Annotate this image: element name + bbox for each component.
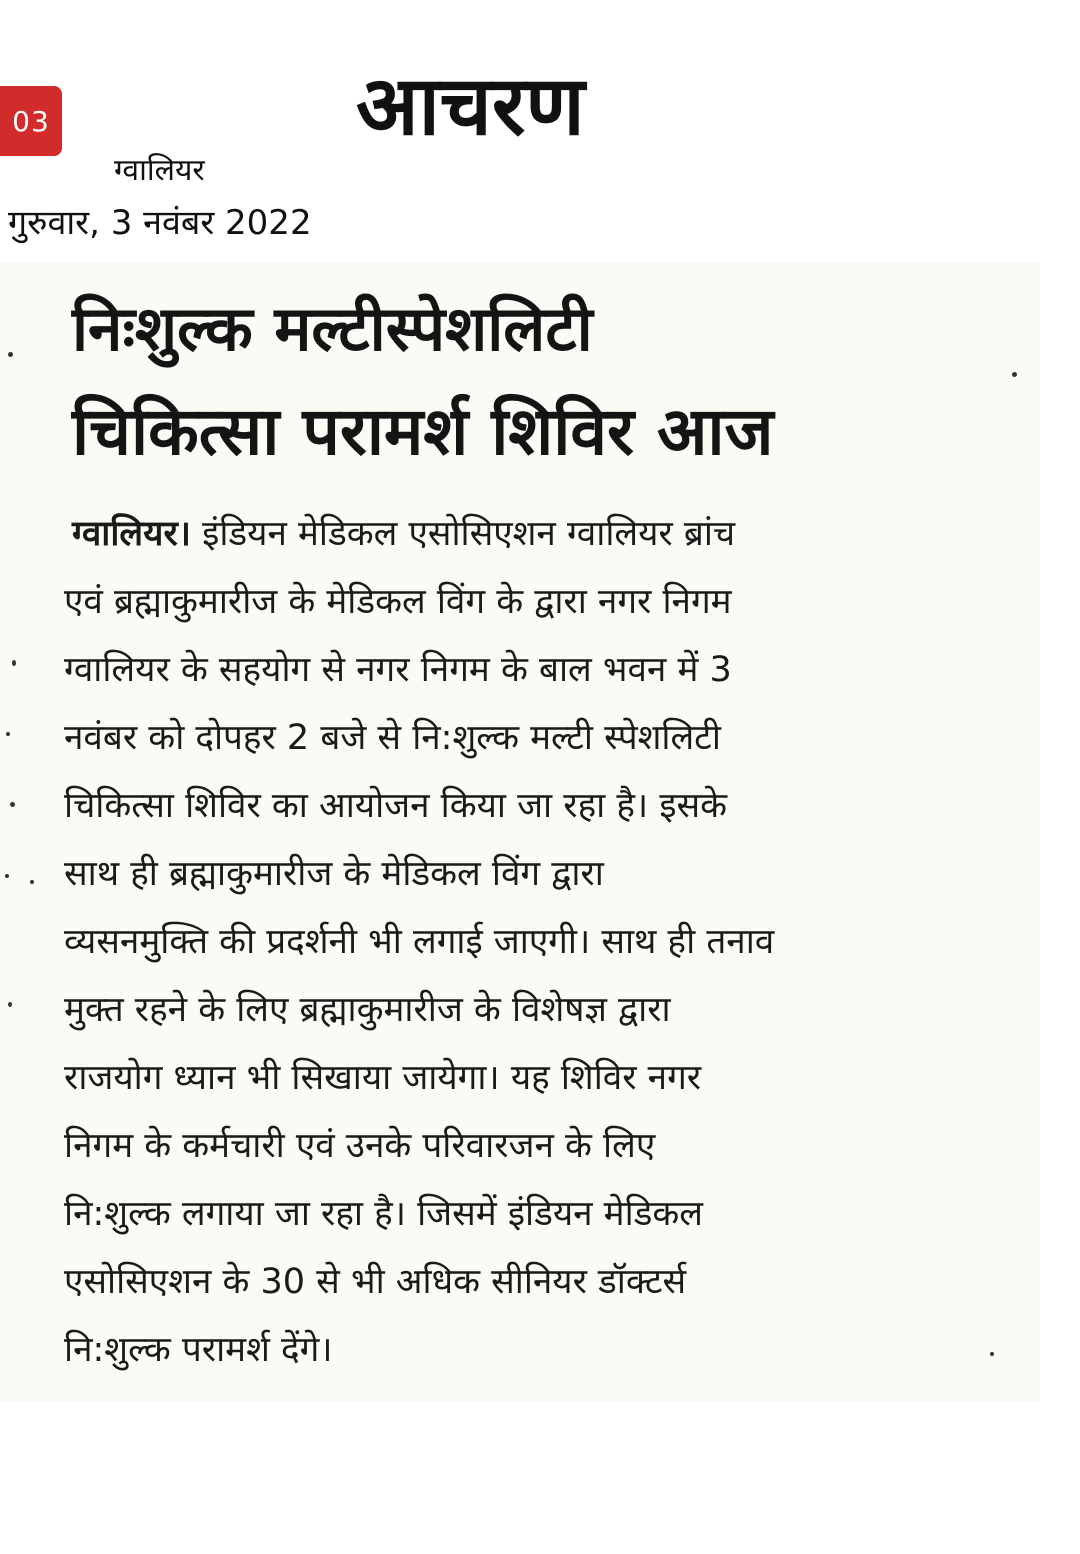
- headline-line-2: चिकित्सा परामर्श शिविर आज: [72, 393, 774, 470]
- body-line: चिकित्सा शिविर का आयोजन किया जा रहा है। इसके: [64, 786, 728, 826]
- body-line-text: इंडियन मेडिकल एसोसिएशन ग्वालियर ब्रांच: [191, 514, 736, 554]
- body-line: एवं ब्रह्माकुमारीज के मेडिकल विंग के द्वारा नगर निगम: [64, 582, 732, 622]
- headline-line-1: निःशुल्क मल्टीस्पेशलिटी: [72, 292, 593, 365]
- newspaper-masthead: आचरण: [356, 59, 585, 154]
- body-line: एसोसिएशन के 30 से भी अधिक सीनियर डॉक्टर्स: [64, 1262, 687, 1302]
- article-body: [64, 500, 1004, 1384]
- body-line: व्यसनमुक्ति की प्रदर्शनी भी लगाई जाएगी। साथ ही तनाव: [64, 922, 775, 962]
- body-line: निगम के कर्मचारी एवं उनके परिवारजन के लिए: [64, 1126, 656, 1166]
- body-line: मुक्त रहने के लिए ब्रह्माकुमारीज के विशेषज्ञ द्वारा: [64, 990, 671, 1030]
- body-line: नि:शुल्क लगाया जा रहा है। जिसमें इंडियन मेडिकल: [64, 1194, 703, 1234]
- body-line: ग्वालियर के सहयोग से नगर निगम के बाल भवन में 3: [64, 650, 732, 690]
- publication-date: गुरुवार, 3 नवंबर 2022: [8, 203, 312, 243]
- article-dateline: ग्वालियर।: [72, 514, 192, 554]
- body-line: साथ ही ब्रह्माकुमारीज के मेडिकल विंग द्वारा: [64, 854, 604, 894]
- body-line: राजयोग ध्यान भी सिखाया जायेगा। यह शिविर नगर: [64, 1058, 702, 1098]
- edition-city: ग्वालियर: [114, 153, 205, 188]
- body-line: नवंबर को दोपहर 2 बजे से नि:शुल्क मल्टी स्पेशलिटी: [64, 718, 721, 758]
- body-line: नि:शुल्क परामर्श देंगे।: [64, 1330, 333, 1370]
- body-line: [64, 500, 1004, 568]
- page-number-badge: 03: [0, 86, 62, 156]
